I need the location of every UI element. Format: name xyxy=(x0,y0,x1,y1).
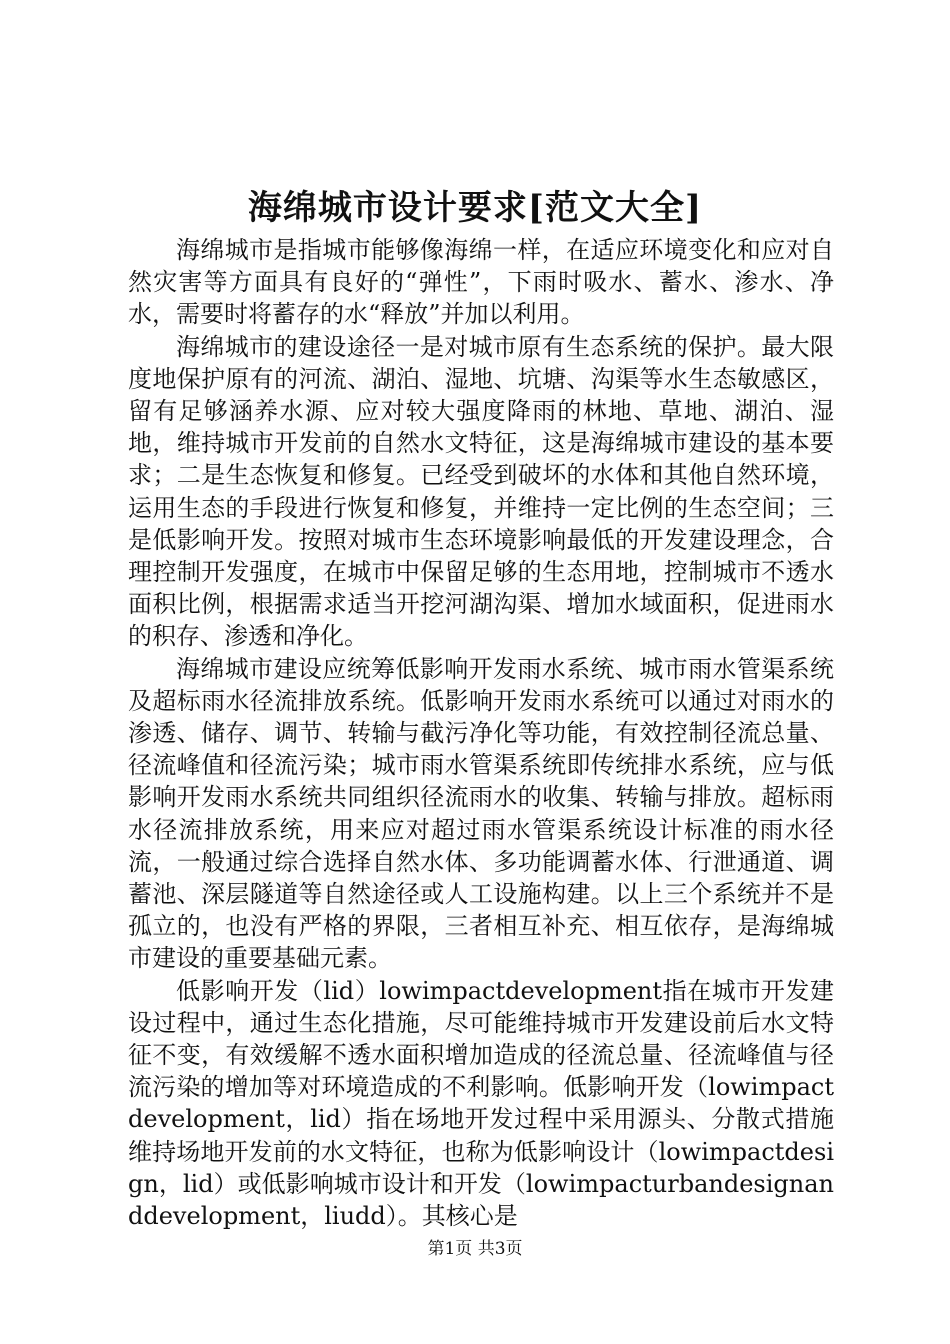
paragraph-drainage-systems: 海绵城市建设应统筹低影响开发雨水系统、城市雨水管渠系统及超标雨水径流排放系统。低影响开发雨水系统可以通过对雨水的渗透、储存、调节、转输与截污净化等功能，有效控制径流总量、径流峰值和径流污染；城市雨水管渠系统即传统排水系统，应与低影响开发雨水系统共同组织径流雨水的收集、转输与排放。超标雨水径流排放系统，用来应对超过雨水管渠系统设计标准的雨水径流，一般通过综合选择自然水体、多功能调蓄水体、行泄通道、调蓄池、深层隧道等自然途径或人工设施构建。以上三个系统并不是孤立的，也没有严格的界限，三者相互补充、相互依存，是海绵城市建设的重要基础元素。 xyxy=(128,654,834,973)
page-number-footer: 第1页 共3页 xyxy=(427,1239,523,1259)
paragraph-definition: 海绵城市是指城市能够像海绵一样，在适应环境变化和应对自然灾害等方面具有良好的“弹性”，下雨时吸水、蓄水、渗水、净水，需要时将蓄存的水“释放”并加以利用。 xyxy=(128,236,834,329)
document-body xyxy=(128,234,834,1232)
paragraph-low-impact-development: 低影响开发（lid）lowimpactdevelopment指在城市开发建设过程中，通过生态化措施，尽可能维持城市开发建设前后水文特征不变，有效缓解不透水面积增加造成的径流总量、径流峰值与径流污染的增加等对环境造成的不利影响。低影响开发（lowimpactdevelopment，lid）指在场地开发过程中采用源头、分散式措施维持场地开发前的水文特征，也称为低影响设计（lowimpactdesign，lid）或低影响城市设计和开发（lowimpacturbandesignanddevelopment，liudd）。其核心是 xyxy=(128,976,834,1231)
paragraph-construction-approach: 海绵城市的建设途径一是对城市原有生态系统的保护。最大限度地保护原有的河流、湖泊、湿地、坑塘、沟渠等水生态敏感区，留有足够涵养水源、应对较大强度降雨的林地、草地、湖泊、湿地，维持城市开发前的自然水文特征，这是海绵城市建设的基本要求；二是生态恢复和修复。已经受到破坏的水体和其他自然环境，运用生态的手段进行恢复和修复，并维持一定比例的生态空间；三是低影响开发。按照对城市生态环境影响最低的开发建设理念，合理控制开发强度，在城市中保留足够的生态用地，控制城市不透水面积比例，根据需求适当开挖河湖沟渠、增加水域面积，促进雨水的积存、渗透和净化。 xyxy=(128,332,834,651)
document-title: 海绵城市设计要求[范文大全] xyxy=(247,188,703,228)
